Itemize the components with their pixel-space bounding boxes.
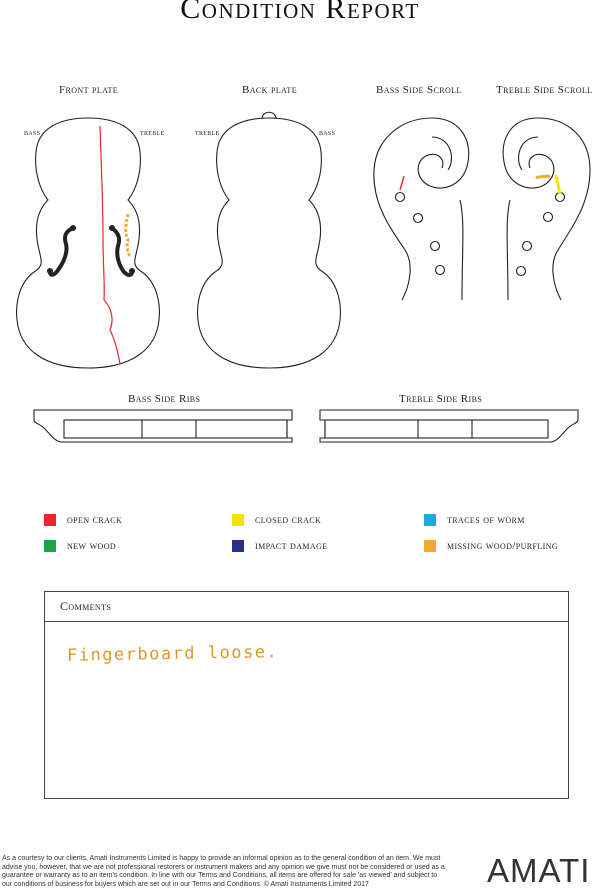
bass-side-ribs-label: Bass Side Ribs [128, 393, 201, 405]
f-hole-left [50, 228, 73, 275]
bass-scroll-outline [374, 118, 469, 300]
front-plate-label: Front plate [59, 84, 119, 96]
scroll-open-crack-mark [400, 176, 404, 190]
legend-item [44, 539, 116, 553]
legend-item [424, 513, 525, 527]
scroll-closed-crack-mark [556, 175, 560, 194]
front-bass-label: bass [24, 128, 41, 137]
legend-swatch-new-wood [44, 540, 56, 552]
disclaimer-text: As a courtesy to our clients, Amati Instruments Limited is happy to provide an informal opinion as to the general condition of an item. We must advise you, however, that we are not professional restorers or instrument makers and any opinion we give must not be considered or used as a guarantee or warranty as to an item's condition. In line with our Terms and Conditions, all items are offered for sale 'as viewed' and subject to our conditions of business for buyers which are set out in our Terms and Conditions. © Amati Instruments Limited 2017 [2, 855, 445, 888]
legend-swatch-missing-wood-purfling [424, 540, 436, 552]
page-title: Condition Report [180, 0, 420, 25]
legend-label: new wood [67, 540, 117, 552]
scroll-missing-wood-mark [536, 176, 550, 178]
front-treble-label: treble [140, 128, 165, 137]
comments-box [44, 591, 569, 799]
legend-item [232, 539, 328, 553]
treble-side-ribs-label: Treble Side Ribs [399, 393, 483, 405]
comments-header [45, 592, 568, 622]
legend-label: missing wood/purfling [447, 540, 559, 552]
legend-label: traces of worm [447, 514, 525, 526]
back-plate-outline [198, 118, 341, 368]
back-bass-label: bass [319, 128, 336, 137]
legend-label: closed crack [255, 514, 322, 526]
treble-side-scroll-label: Treble Side Scroll [496, 84, 593, 96]
legend-item [44, 513, 122, 527]
legend-swatch-open-crack [44, 514, 56, 526]
bass-side-scroll-label: Bass Side Scroll [376, 84, 462, 96]
legend-label: open crack [67, 514, 123, 526]
comments-text: Fingerboard loose. [66, 642, 279, 666]
treble-scroll-outline [503, 118, 590, 300]
comments-label: Comments [60, 599, 112, 613]
back-treble-label: treble [195, 128, 220, 137]
f-hole-right [112, 228, 132, 275]
back-plate-label: Back plate [242, 84, 297, 96]
legend-item [232, 513, 321, 527]
legend-swatch-traces-of-worm [424, 514, 436, 526]
bass-ribs-outline [34, 410, 292, 442]
treble-ribs-outline [320, 410, 578, 442]
legend-swatch-impact-damage [232, 540, 244, 552]
amati-logo: AMATI [487, 852, 591, 889]
front-plate-outline [17, 118, 160, 368]
missing-wood-mark [126, 214, 130, 256]
legend-label: impact damage [255, 540, 328, 552]
legend-item [424, 539, 558, 553]
legend-swatch-closed-crack [232, 514, 244, 526]
